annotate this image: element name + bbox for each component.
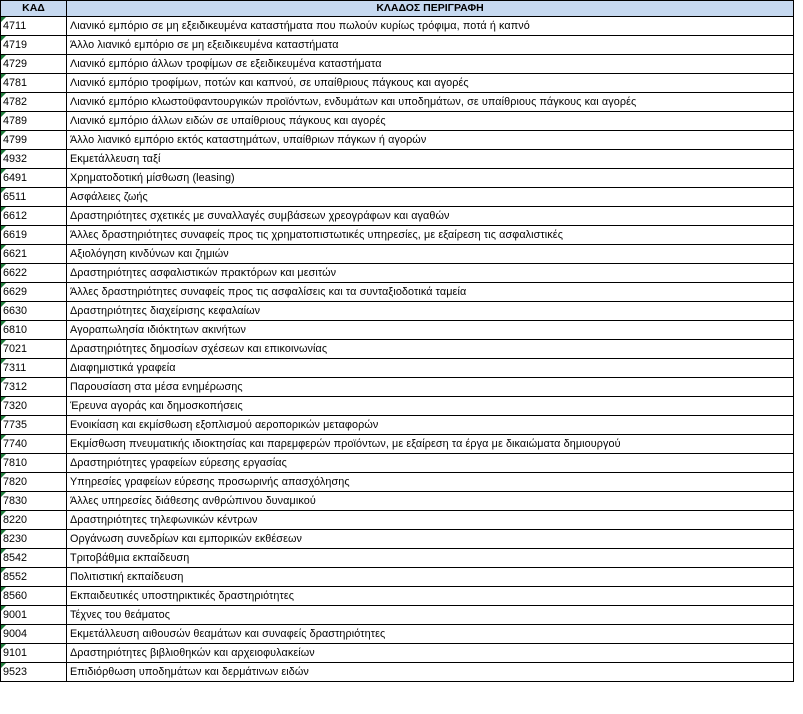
header-description[interactable]: ΚΛΑΔΟΣ ΠΕΡΙΓΡΑΦΗ	[67, 1, 794, 17]
kad-code-cell[interactable]: 9001	[1, 606, 67, 625]
kad-code-cell[interactable]: 4729	[1, 55, 67, 74]
kad-description-cell[interactable]: Αγοραπωλησία ιδιόκτητων ακινήτων	[67, 321, 794, 340]
table-row	[1, 663, 794, 682]
table-row	[1, 397, 794, 416]
kad-code-cell[interactable]: 7320	[1, 397, 67, 416]
table-row	[1, 644, 794, 663]
table-row	[1, 36, 794, 55]
table-row	[1, 131, 794, 150]
kad-description-cell[interactable]: Αξιολόγηση κινδύνων και ζημιών	[67, 245, 794, 264]
kad-description-cell[interactable]: Διαφημιστικά γραφεία	[67, 359, 794, 378]
table-row	[1, 302, 794, 321]
kad-description-cell[interactable]: Λιανικό εμπόριο άλλων ειδών σε υπαίθριους πάγκους και αγορές	[67, 112, 794, 131]
kad-code-cell[interactable]: 6630	[1, 302, 67, 321]
kad-description-cell[interactable]: Δραστηριότητες ασφαλιστικών πρακτόρων και μεσιτών	[67, 264, 794, 283]
table-row	[1, 340, 794, 359]
kad-code-cell[interactable]: 4789	[1, 112, 67, 131]
table-row	[1, 207, 794, 226]
kad-description-cell[interactable]: Επιδιόρθωση υποδημάτων και δερμάτινων ειδών	[67, 663, 794, 682]
kad-description-cell[interactable]: Τριτοβάθμια εκπαίδευση	[67, 549, 794, 568]
table-row	[1, 359, 794, 378]
kad-code-cell[interactable]: 4719	[1, 36, 67, 55]
kad-description-cell[interactable]: Εκμετάλλευση ταξί	[67, 150, 794, 169]
table-row	[1, 264, 794, 283]
table-row	[1, 55, 794, 74]
kad-description-cell[interactable]: Χρηματοδοτική μίσθωση (leasing)	[67, 169, 794, 188]
kad-code-cell[interactable]: 6629	[1, 283, 67, 302]
table-row	[1, 169, 794, 188]
table-row	[1, 492, 794, 511]
kad-description-cell[interactable]: Δραστηριότητες βιβλιοθηκών και αρχειοφυλακείων	[67, 644, 794, 663]
kad-description-cell[interactable]: Λιανικό εμπόριο άλλων τροφίμων σε εξειδικευμένα καταστήματα	[67, 55, 794, 74]
kad-code-cell[interactable]: 7311	[1, 359, 67, 378]
table-body	[1, 17, 794, 682]
kad-code-cell[interactable]: 4711	[1, 17, 67, 36]
kad-code-cell[interactable]: 7810	[1, 454, 67, 473]
kad-code-cell[interactable]: 6810	[1, 321, 67, 340]
kad-code-cell[interactable]: 8220	[1, 511, 67, 530]
table-row	[1, 17, 794, 36]
table-row	[1, 74, 794, 93]
kad-code-cell[interactable]: 6491	[1, 169, 67, 188]
kad-code-cell[interactable]: 6619	[1, 226, 67, 245]
kad-code-cell[interactable]: 6621	[1, 245, 67, 264]
kad-description-cell[interactable]: Άλλο λιανικό εμπόριο εκτός καταστημάτων, υπαίθριων πάγκων ή αγορών	[67, 131, 794, 150]
table-row	[1, 245, 794, 264]
table-row	[1, 587, 794, 606]
kad-code-cell[interactable]: 8560	[1, 587, 67, 606]
table-row	[1, 435, 794, 454]
kad-description-cell[interactable]: Άλλο λιανικό εμπόριο σε μη εξειδικευμένα καταστήματα	[67, 36, 794, 55]
table-row	[1, 606, 794, 625]
kad-description-cell[interactable]: Δραστηριότητες γραφείων εύρεσης εργασίας	[67, 454, 794, 473]
kad-code-cell[interactable]: 9101	[1, 644, 67, 663]
kad-description-cell[interactable]: Πολιτιστική εκπαίδευση	[67, 568, 794, 587]
kad-code-cell[interactable]: 7830	[1, 492, 67, 511]
kad-code-cell[interactable]: 9004	[1, 625, 67, 644]
table-row	[1, 530, 794, 549]
kad-description-cell[interactable]: Εκμετάλλευση αιθουσών θεαμάτων και συναφείς δραστηριότητες	[67, 625, 794, 644]
kad-code-cell[interactable]: 4781	[1, 74, 67, 93]
table-row	[1, 321, 794, 340]
kad-code-cell[interactable]: 6511	[1, 188, 67, 207]
kad-description-cell[interactable]: Παρουσίαση στα μέσα ενημέρωσης	[67, 378, 794, 397]
table-row	[1, 454, 794, 473]
kad-code-cell[interactable]: 4799	[1, 131, 67, 150]
kad-code-cell[interactable]: 4932	[1, 150, 67, 169]
kad-description-cell[interactable]: Οργάνωση συνεδρίων και εμπορικών εκθέσεων	[67, 530, 794, 549]
kad-description-cell[interactable]: Λιανικό εμπόριο τροφίμων, ποτών και καπνού, σε υπαίθριους πάγκους και αγορές	[67, 74, 794, 93]
kad-code-cell[interactable]: 7021	[1, 340, 67, 359]
kad-description-cell[interactable]: Λιανικό εμπόριο σε μη εξειδικευμένα καταστήματα που πωλούν κυρίως τρόφιμα, ποτά ή καπνό	[67, 17, 794, 36]
table-row	[1, 416, 794, 435]
kad-description-cell[interactable]: Ενοικίαση και εκμίσθωση εξοπλισμού αεροπορικών μεταφορών	[67, 416, 794, 435]
kad-description-cell[interactable]: Άλλες υπηρεσίες διάθεσης ανθρώπινου δυναμικού	[67, 492, 794, 511]
kad-description-cell[interactable]: Εκμίσθωση πνευματικής ιδιοκτησίας και παρεμφερών προϊόντων, με εξαίρεση τα έργα με δικαιώματα δημιουργού	[67, 435, 794, 454]
table-row	[1, 226, 794, 245]
table-row	[1, 188, 794, 207]
kad-description-cell[interactable]: Λιανικό εμπόριο κλωστοϋφαντουργικών προϊόντων, ενδυμάτων και υποδημάτων, σε υπαίθριους πάγκους και αγορές	[67, 93, 794, 112]
kad-description-cell[interactable]: Δραστηριότητες διαχείρισης κεφαλαίων	[67, 302, 794, 321]
kad-code-cell[interactable]: 7820	[1, 473, 67, 492]
kad-description-cell[interactable]: Τέχνες του θεάματος	[67, 606, 794, 625]
kad-description-cell[interactable]: Έρευνα αγοράς και δημοσκοπήσεις	[67, 397, 794, 416]
kad-code-cell[interactable]: 8552	[1, 568, 67, 587]
kad-description-cell[interactable]: Άλλες δραστηριότητες συναφείς προς τις ασφαλίσεις και τα συνταξιοδοτικά ταμεία	[67, 283, 794, 302]
table-row	[1, 112, 794, 131]
kad-description-cell[interactable]: Δραστηριότητες σχετικές με συναλλαγές συμβάσεων χρεογράφων και αγαθών	[67, 207, 794, 226]
kad-code-cell[interactable]: 9523	[1, 663, 67, 682]
table-row	[1, 93, 794, 112]
kad-code-cell[interactable]: 4782	[1, 93, 67, 112]
kad-code-cell[interactable]: 8230	[1, 530, 67, 549]
table-row	[1, 473, 794, 492]
kad-code-cell[interactable]: 6612	[1, 207, 67, 226]
table-row	[1, 511, 794, 530]
table-header-row	[1, 1, 794, 17]
kad-code-cell[interactable]: 7740	[1, 435, 67, 454]
table-row	[1, 625, 794, 644]
table-row	[1, 150, 794, 169]
kad-description-cell[interactable]: Υπηρεσίες γραφείων εύρεσης προσωρινής απασχόλησης	[67, 473, 794, 492]
table-row	[1, 568, 794, 587]
table-row	[1, 283, 794, 302]
kad-description-cell[interactable]: Εκπαιδευτικές υποστηρικτικές δραστηριότητες	[67, 587, 794, 606]
kad-code-cell[interactable]: 8542	[1, 549, 67, 568]
kad-description-cell[interactable]: Άλλες δραστηριότητες συναφείς προς τις χρηματοπιστωτικές υπηρεσίες, με εξαίρεση τις ασφαλιστικές	[67, 226, 794, 245]
kad-description-cell[interactable]: Ασφάλειες ζωής	[67, 188, 794, 207]
kad-code-cell[interactable]: 6622	[1, 264, 67, 283]
kad-code-cell[interactable]: 7312	[1, 378, 67, 397]
table-row	[1, 549, 794, 568]
kad-code-cell[interactable]: 7735	[1, 416, 67, 435]
kad-description-cell[interactable]: Δραστηριότητες δημοσίων σχέσεων και επικοινωνίας	[67, 340, 794, 359]
kad-description-cell[interactable]: Δραστηριότητες τηλεφωνικών κέντρων	[67, 511, 794, 530]
table-row	[1, 378, 794, 397]
header-code[interactable]: ΚΑΔ	[1, 1, 67, 17]
